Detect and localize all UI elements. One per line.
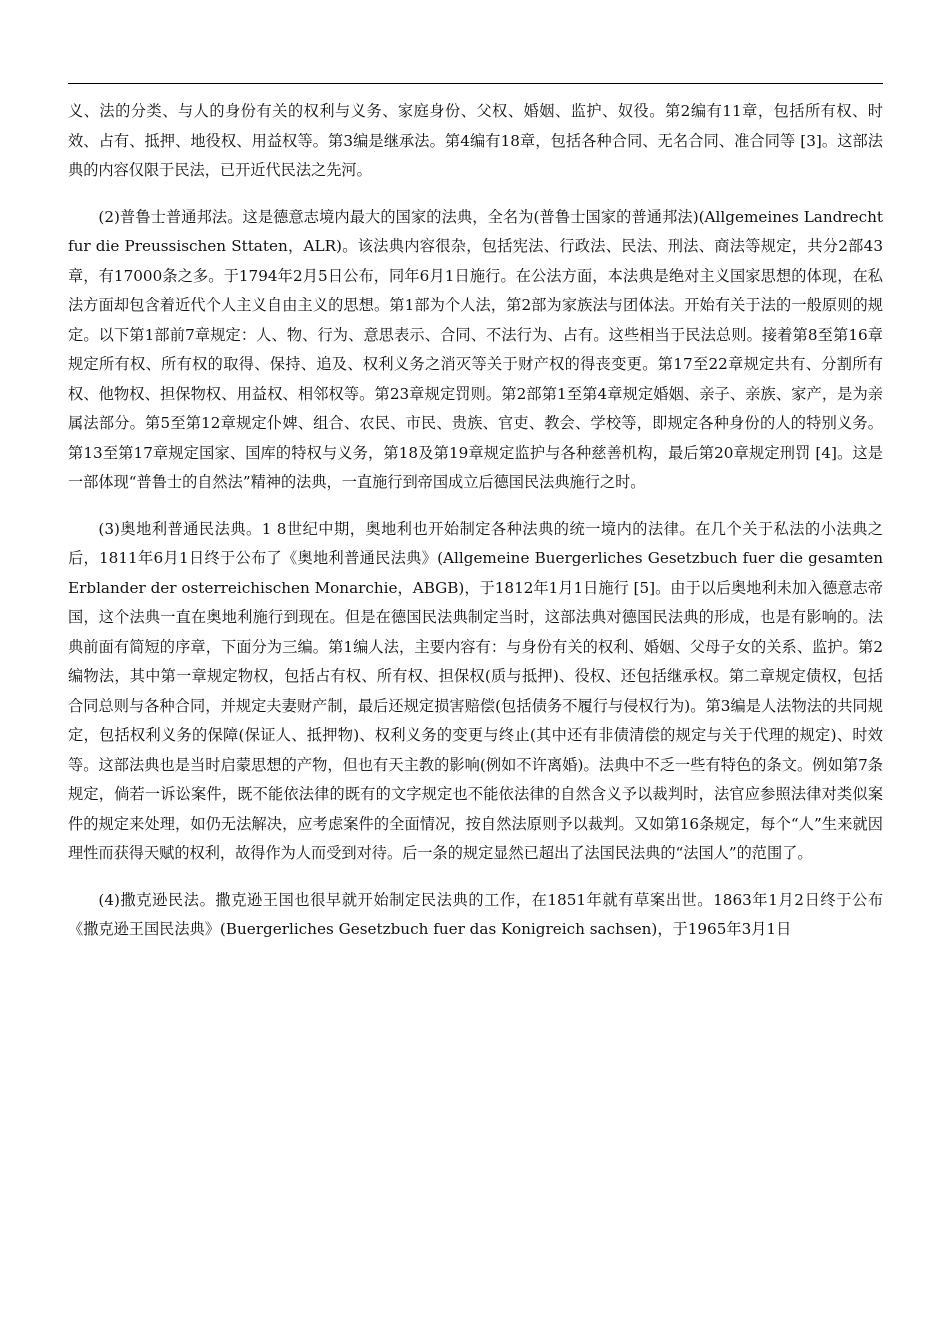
header-rule (68, 83, 883, 84)
paragraph-saxon-code: (4)撒克逊民法。撒克逊王国也很早就开始制定民法典的工作，在1851年就有草案出世。1863年1月2日终于公布《撒克逊王国民法典》(Buergerliches Gesetzbuch fuer das Konigreich sachsen)，于1965年3月1日 (68, 890, 883, 938)
paragraph-austrian-code: (3)奥地利普通民法典。1 8世纪中期，奥地利也开始制定各种法典的统一境内的法律。在几个关于私法的小法典之后，1811年6月1日终于公布了《奥地利普通民法典》(Allgemeine Buergerliches Gesetzbuch fuer die gesamten Erblander der osterreichischen Monarchie，ABGB)，于1812年1月1日施行 [5]。由于以后奥地利未加入德意志帝国，这个法典一直在奥地利施行到现在。但是在德国民法典制定当时，这部法典对德国民法典的形成，也是有影响的。法典前面有简短的序章，下面分为三编。第1编人法，主要内容有：与身份有关的权利、婚姻、父母子女的关系、监护。第2编物法，其中第一章规定物权，包括占有权、所有权、担保权(质与抵押)、役权、还包括继承权。第二章规定债权，包括合同总则与各种合同，并规定夫妻财产制，最后还规定损害赔偿(包括债务不履行与侵权行为)。第3编是人法物法的共同规定，包括权利义务的保障(保证人、抵押物)、权利义务的变更与终止(其中还有非债清偿的规定与关于代理的规定)、时效等。这部法典也是当时启蒙思想的产物，但也有天主教的影响(例如不许离婚)。法典中不乏一些有特色的条文。例如第7条规定，倘若一诉讼案件，既不能依法律的既有的文字规定也不能依法律的自然含义予以裁判时，法官应参照法律对类似案件的规定来处理，如仍无法解决，应考虑案件的全面情况，按自然法原则予以裁判。又如第16条规定，每个“人”生来就因理性而获得天赋的权利，故得作为人而受到对待。后一条的规定显然已超出了法国民法典的“法国人”的范围了。 (68, 519, 883, 862)
paragraph-continuation: 义、法的分类、与人的身份有关的权利与义务、家庭身份、父权、婚姻、监护、奴役。第2编有11章，包括所有权、时效、占有、抵押、地役权、用益权等。第3编是继承法。第4编有18章，包括各种合同、无名合同、准合同等 [3]。这部法典的内容仅限于民法，已开近代民法之先河。 (68, 102, 883, 179)
document-body (68, 97, 883, 945)
paragraph-prussian-code: (2)普鲁士普通邦法。这是德意志境内最大的国家的法典，全名为(普鲁士国家的普通邦法)(Allgemeines Landrecht fur die Preussischen Sttaten，ALR)。该法典内容很杂，包括宪法、行政法、民法、刑法、商法等规定，共分2部43章，有17000条之多。于1794年2月5日公布，同年6月1日施行。在公法方面，本法典是绝对主义国家思想的体现，在私法方面却包含着近代个人主义自由主义的思想。第1部为个人法，第2部为家族法与团体法。开始有关于法的一般原则的规定。以下第1部前7章规定：人、物、行为、意思表示、合同、不法行为、占有。这些相当于民法总则。接着第8至第16章规定所有权、所有权的取得、保持、追及、权利义务之消灭等关于财产权的得丧变更。第17至22章规定共有、分割所有权、他物权、担保物权、用益权、相邻权等。第23章规定罚则。第2部第1至第4章规定婚姻、亲子、亲族、家产，是为亲属法部分。第5至第12章规定仆婢、组合、农民、市民、贵族、官吏、教会、学校等，即规定各种身份的人的特别义务。第13至第17章规定国家、国库的特权与义务，第18及第19章规定监护与各种慈善机构，最后第20章规定刑罚 [4]。这是一部体现“普鲁士的自然法”精神的法典，一直施行到帝国成立后德国民法典施行之时。 (68, 207, 883, 491)
